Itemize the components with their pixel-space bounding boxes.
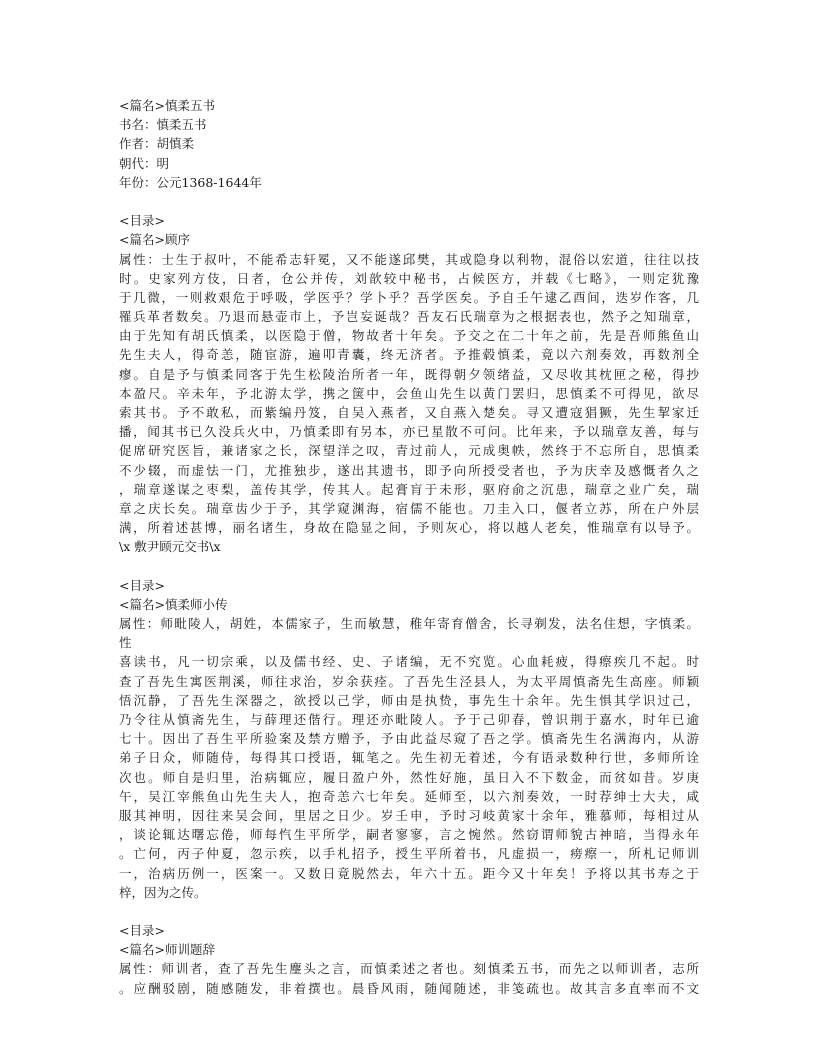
- section-title: <篇名>顾序: [119, 232, 190, 248]
- body-line: 。亡何，丙子仲夏，忽示疾，以手札招予，授生平所着书，凡虚损一，痨瘵一，所札记师训: [119, 846, 699, 862]
- body-line: 不少辍，而虚怯一门，尤推独步，遂出其遗书，即予向所授受者也，予为庆幸及感慨者久之: [119, 462, 699, 478]
- toc-marker: <目录>: [119, 923, 165, 939]
- dynasty: 朝代：明: [119, 155, 170, 171]
- body-line: 喜读书，凡一切宗乘，以及儒书经、史、子诸编，无不究览。心血耗疲，得瘵疾几不起。时: [119, 654, 699, 670]
- body-line: 索其书。予不敢私，而紫编丹笈，自吴入燕者，又自燕入楚矣。寻又遭寇猖獗，先生挈家迁: [119, 405, 699, 420]
- body-line: 满，所着述甚博，丽名诸生，身故在隐显之间，予则灰心，将以越人老矣，惟瑞章有以导予。: [119, 520, 699, 536]
- body-line: 次也。师自是归里，治病辄应，履日盈户外，然性好施，虽日入不下数金，而贫如昔。岁庚: [119, 769, 699, 785]
- body-line: 一，治病历例一，医案一。又数日竟脱然去，年六十五。距今又十年矣！予将以其书寿之于: [119, 865, 699, 881]
- document-page: [119, 96, 699, 998]
- body-line: 悟沉静，了吾先生深器之，欲授以己学，师由是执贽，事先生十余年。先生惧其学识过己，: [119, 692, 699, 708]
- body-line: 先生夫人，得奇恙，随宦游，遍叩青囊，终无济者。予推毂慎柔，竟以六剂奏效，再数剂全: [119, 347, 699, 363]
- section-title: <篇名>师训题辞: [119, 942, 215, 958]
- body-line: ，谈论辄达曙忘倦，师每忾生平所学，嗣者寥寥，言之惋然。然窃谓师貌古神暗，当得永年: [119, 827, 699, 843]
- spacer: [119, 192, 699, 211]
- book-name: 书名：慎柔五书: [119, 117, 207, 133]
- body-line: 服其神明，因往来吴会间，里居之日少。岁壬申，予时习岐黄家十余年，雅慕师，每相过从: [119, 807, 699, 823]
- body-line: 罹兵革者数矣。乃退而悬壶市上，予岂妄诞哉？吾友石氏瑞章为之根据表也，然予之知瑞章，: [119, 309, 699, 325]
- body-line: 属性：士生于叔叶，不能希志轩冕，又不能遂邱樊，其或隐身以利物，混俗以宏道，往往以技: [119, 251, 699, 267]
- body-line: 促席研究医旨，兼诸家之长，深望洋之叹，青过前人，元成奥帙，然终于不忘所自，思慎柔: [119, 443, 699, 459]
- body-line: 弟子日众，师随侍，每得其口授语，辄笔之。先生初无着述，今有语录数种行世，多师所诠: [119, 750, 699, 766]
- toc-marker: <目录>: [119, 213, 165, 229]
- years: 年份：公元1368-1644年: [119, 174, 262, 190]
- author: 作者：胡慎柔: [119, 136, 195, 152]
- toc-marker: <目录>: [119, 577, 165, 593]
- body-line: 章之庆长矣。瑞章齿少于予，其学窥渊海，宿儒不能也。刀圭入口，偃者立苏，所在户外层: [119, 500, 699, 516]
- body-line: 属性：师毗陵人，胡姓，本儒家子，生而敏慧，稚年寄育僧舍，长寻剃发，法名住想，字慎柔。: [119, 616, 699, 632]
- body-line: 瘳。自是予与慎柔同客于先生松陵治所者一年，既得朝夕领绪益，又尽收其枕匣之秘，得抄: [119, 366, 699, 382]
- body-line: 时。史家列方伎，日者，仓公并传，刘歆较中秘书，占候医方，并载《七略》，一则定犹豫: [119, 270, 699, 286]
- body-line: 播，闻其书已久没兵火中，乃慎柔即有另本，亦已星散不可问。比年来，予以瑞章友善，每与: [119, 424, 699, 440]
- body-line: 七十。因出了吾生平所验案及禁方赠予，予由此益尽窥了吾之学。慎斋先生名满海内，从游: [119, 731, 699, 747]
- body-line: 于几微，一则救艰危于呼吸，学医乎？学卜乎？吾学医矣。予自壬午逮乙酉间，迭岁作客，几: [119, 289, 699, 305]
- body-line: 午，吴江宰熊鱼山先生夫人，抱奇恙六七年矣。延师至，以六剂奏效，一时荐绅士大夫，咸: [119, 788, 699, 804]
- section-tag: <篇名>慎柔五书: [119, 98, 215, 113]
- body-line: ，瑞章遂谋之枣梨，盖传其学，传其人。起膏肓于未形，驱府俞之沉患，瑞章之业广矣，瑞: [119, 481, 699, 497]
- body-line: 属性：师训者，查了吾先生麈头之言，而慎柔述之者也。刻慎柔五书，而先之以师训者，志所: [119, 961, 699, 977]
- signature-line: \x 敷尹顾元交书\x: [119, 539, 221, 555]
- body-line: 。应酬驳剧，随感随发，非着撰也。晨昏风雨，随闻随述，非笺疏也。故其言多直率而不文: [119, 980, 699, 996]
- spacer: [119, 902, 699, 921]
- spacer: [119, 557, 699, 576]
- body-line: 乃令往从慎斋先生，与薛理还偕行。理还亦毗陵人。予于己卯春，曾识荆于嘉水，时年已逾: [119, 712, 699, 727]
- body-line: 梓，因为之传。: [119, 884, 207, 900]
- body-line: 性: [119, 635, 132, 651]
- body-line: 由于先知有胡氏慎柔，以医隐于僧，物故者十年矣。予交之在二十年之前，先是吾师熊鱼山: [119, 328, 699, 344]
- section-title: <篇名>慎柔师小传: [119, 596, 228, 612]
- body-line: 查了吾先生寓医荆溪，师往求治，岁余获痊。了吾先生泾县人，为太平周慎斋先生高座。师颖: [119, 673, 699, 689]
- body-line: 本盈尺。辛未年，予北游太学，携之箧中，会鱼山先生以黄门罢归，思慎柔不可得见，欲尽: [119, 385, 699, 401]
